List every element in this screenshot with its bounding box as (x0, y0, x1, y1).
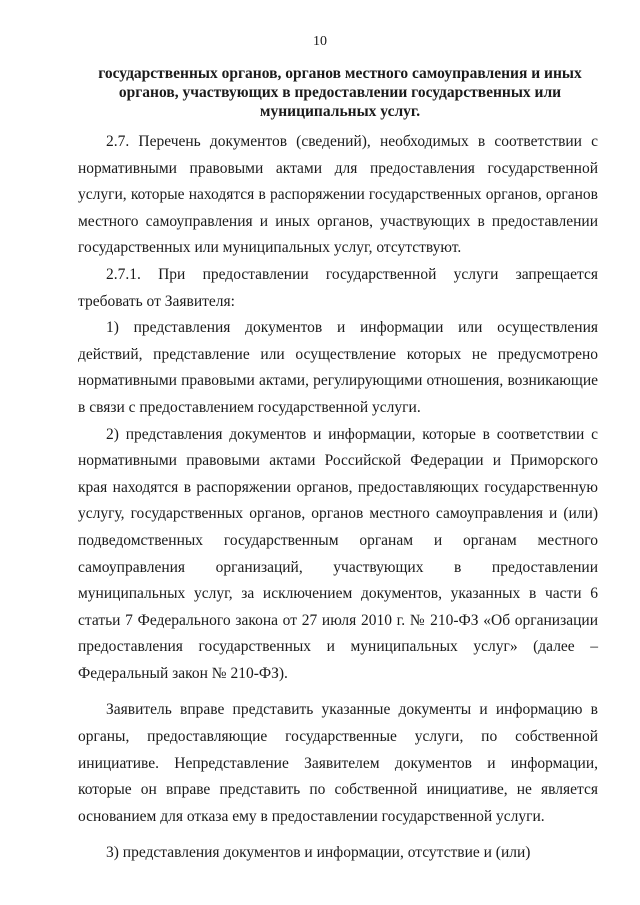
section-heading: государственных органов, органов местного самоуправления и иных органов, участвующих в предоставлении государственных или муниципальных услуг. (98, 65, 582, 120)
paragraph-2-7: 2.7. Перечень документов (сведений), необходимых в соответствии с нормативными правовыми актами для предоставления государственной услуги, которые находятся в распоряжении государственных органов, органов местного самоуправления и иных органов, участвующих в предоставлении государственных или муниципальных услуг, отсутствуют. (78, 133, 598, 257)
document-body (78, 129, 598, 867)
paragraph-item-2: 2) представления документов и информации, которые в соответствии с нормативными правовыми актами Российской Федерации и Приморского края находятся в распоряжении органов, предоставляющих государственную услугу, государственных органов, органов местного самоуправления и (или) подведомственных государственным органам и органам местного самоуправления организаций, участвующих в предоставлении муниципальных услуг, за исключением документов, указанных в части 6 статьи 7 Федерального закона от 27 июля 2010 г. № 210-ФЗ «Об организации предоставления государственных и муниципальных услуг» (далее – Федеральный закон № 210-ФЗ). (78, 425, 598, 682)
paragraph-2-7-1: 2.7.1. При предоставлении государственной услуги запрещается требовать от Заявителя: (78, 265, 598, 310)
page-number: 10 (313, 34, 327, 49)
paragraph-item-1: 1) представления документов и информации или осуществления действий, представление или осуществление которых не предусмотрено нормативными правовыми актами, регулирующими отношения, возникающие в связи с предоставлением государственной услуги. (78, 319, 598, 416)
paragraph-item-3: 3) представления документов и информации, отсутствие и (или) (106, 844, 531, 862)
paragraph-applicant-right: Заявитель вправе представить указанные документы и информацию в органы, предоставляющие государственные услуги, по собственной инициативе. Непредставление Заявителем документов и информации, которые он вправе представить по собственной инициативе, не является основанием для отказа ему в предоставлении государственной услуги. (78, 701, 598, 825)
